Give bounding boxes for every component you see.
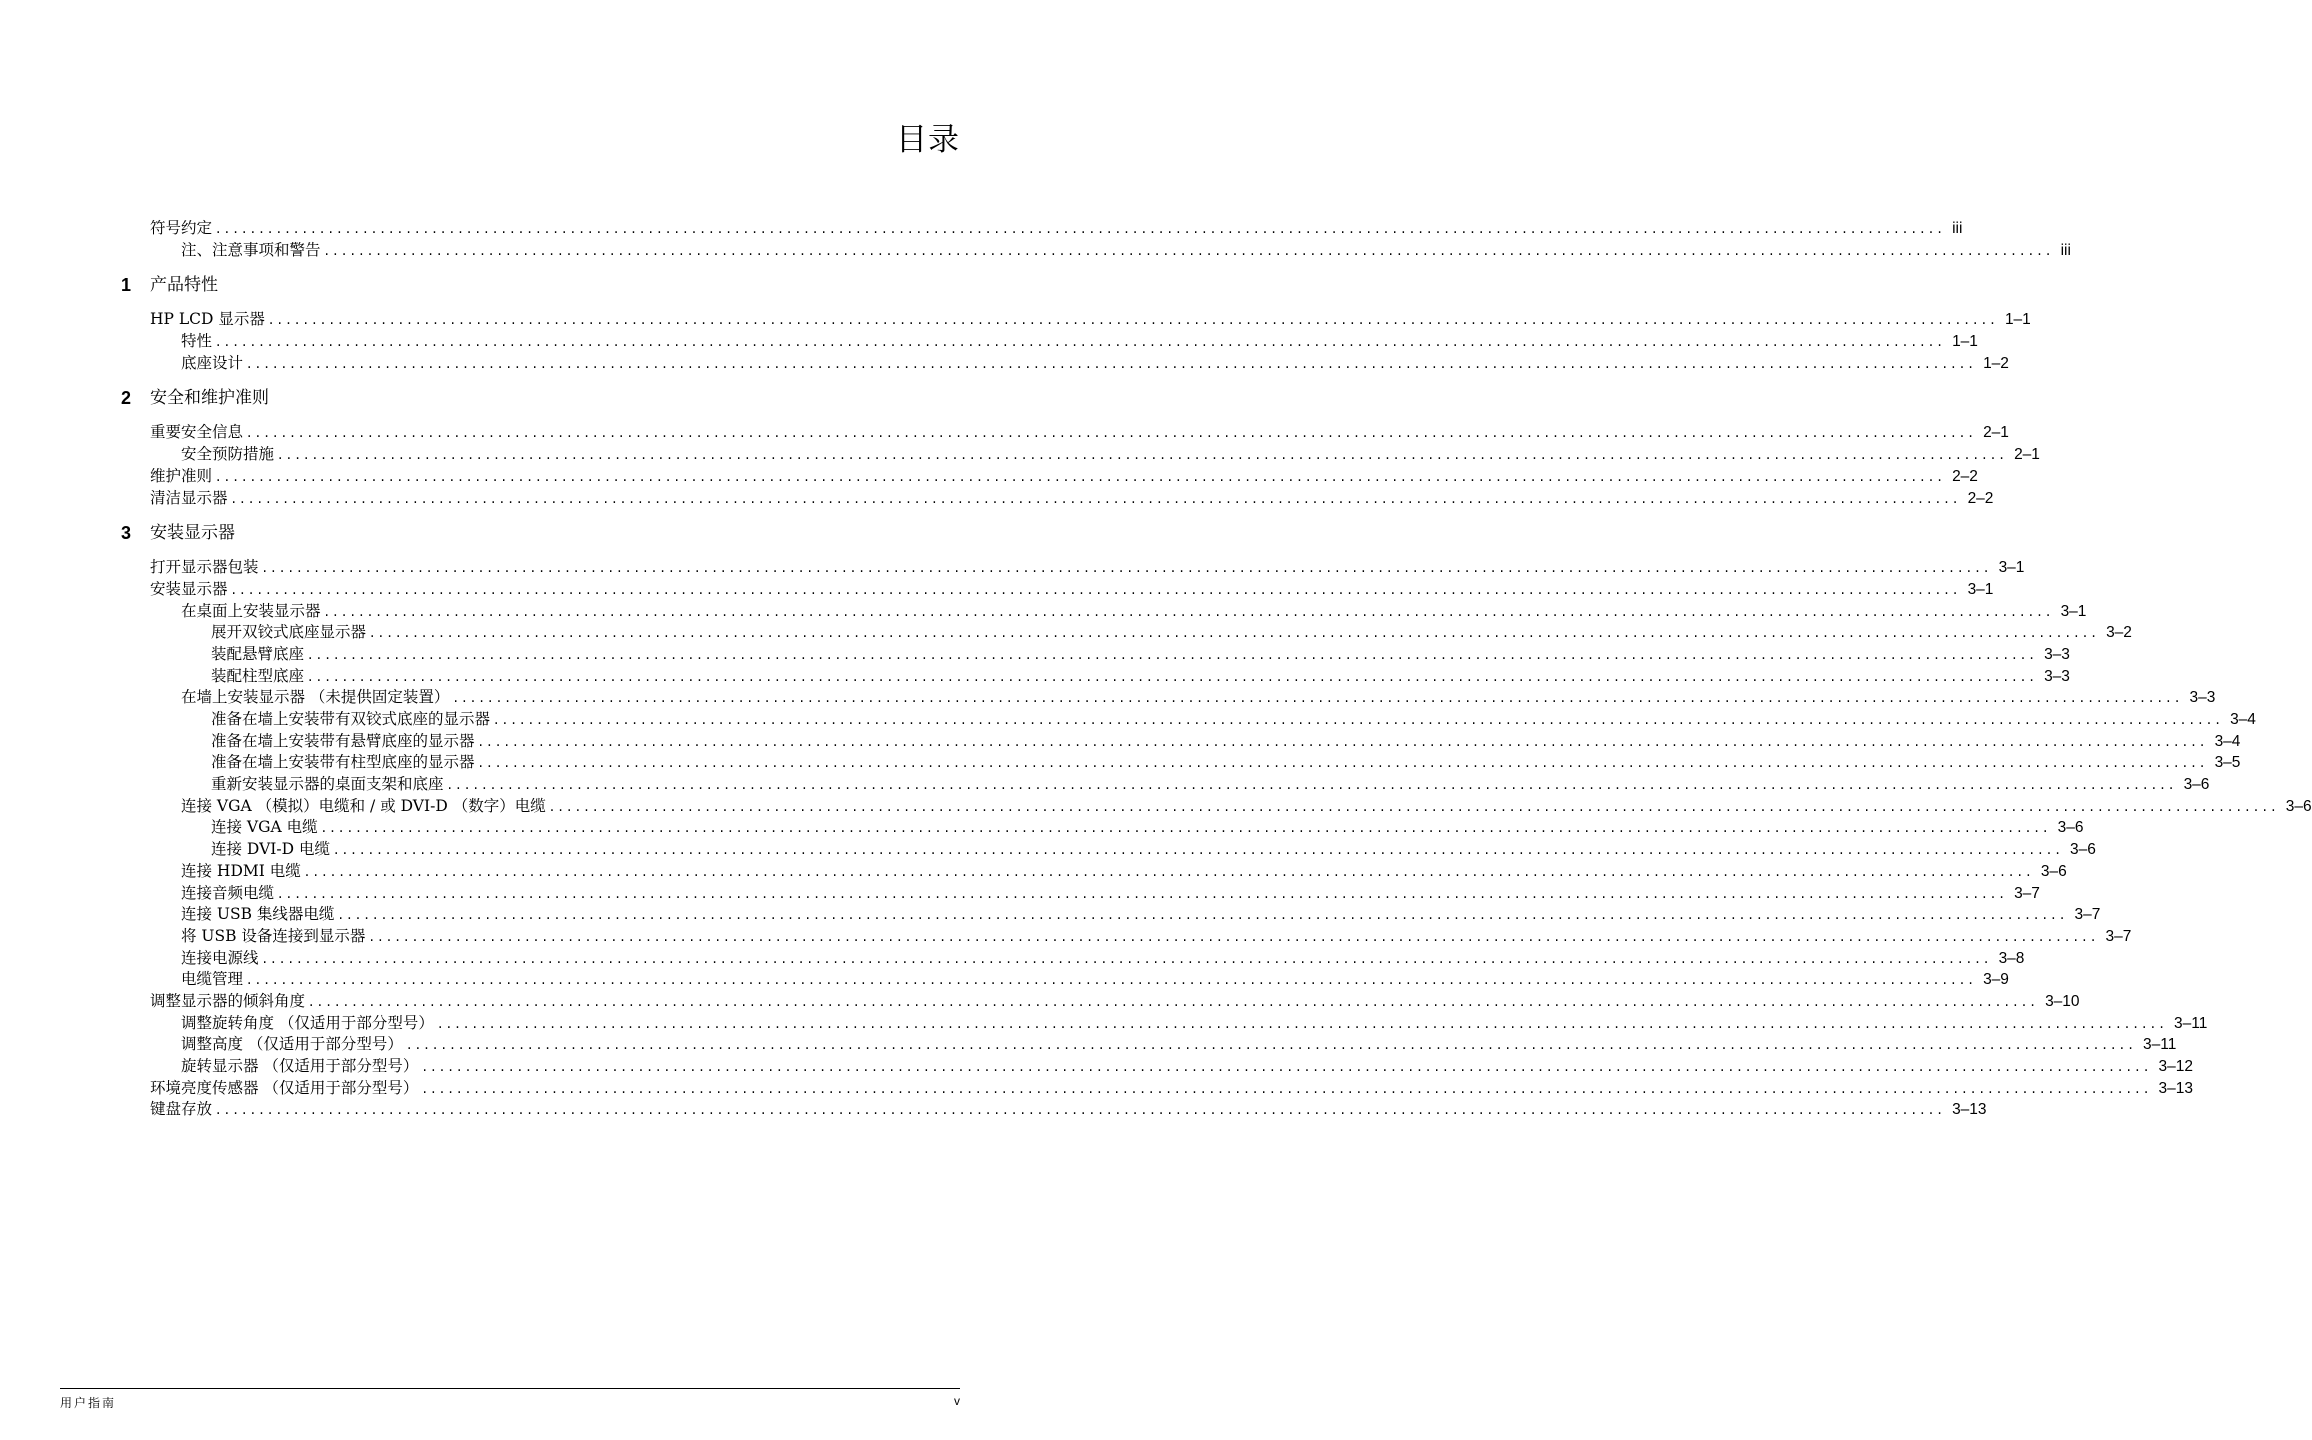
chapter-heading[interactable] <box>121 273 960 297</box>
footer-divider <box>60 1388 960 1389</box>
toc-entry-title: 准备在墙上安装带有柱型底座的显示器 <box>211 753 475 772</box>
chapter-heading[interactable] <box>121 521 960 545</box>
toc-entry[interactable] <box>150 969 2009 991</box>
toc-entry-page: 3–6 <box>2057 819 2084 837</box>
toc-entry-title: 连接音频电缆 <box>181 883 275 902</box>
toc-entry-title: 在桌面上安装显示器 <box>181 601 321 620</box>
toc-entry-page: 3–13 <box>1952 1101 1987 1119</box>
toc-entry-page: 2–1 <box>2014 446 2040 464</box>
toc-entry[interactable] <box>150 666 2070 688</box>
toc-entry-title: 连接电源线 <box>181 948 259 967</box>
page-title: 目录 <box>896 122 960 158</box>
toc-entry-title: 准备在墙上安装带有悬臂底座的显示器 <box>211 731 475 750</box>
chapter-title: 安装显示器 <box>150 523 235 544</box>
toc-entry-page: 3–3 <box>2044 667 2070 685</box>
dot-leader: ........................................................................................................................................................................................................ <box>324 603 2055 620</box>
toc-entry[interactable] <box>150 687 2216 709</box>
toc-entry-title: 调整高度 （仅适用于部分型号） <box>181 1035 403 1054</box>
toc-entry[interactable] <box>150 622 2132 644</box>
toc-entry-title: 特性 <box>181 332 213 351</box>
toc-entry-page: 3–6 <box>2040 862 2067 880</box>
toc-entry[interactable] <box>150 309 2031 331</box>
toc-entry[interactable] <box>150 1056 2193 1078</box>
toc-entry[interactable] <box>150 240 2071 262</box>
toc-entry-page: 3–1 <box>2060 602 2087 620</box>
toc-entry-title: 打开显示器包装 <box>150 558 259 577</box>
toc-entry[interactable] <box>150 331 1978 353</box>
dot-leader: ........................................................................................................................................................................................................ <box>549 798 2280 815</box>
toc-entry-title: 旋转显示器 （仅适用于部分型号） <box>181 1057 419 1075</box>
toc-entry-title: 连接 DVI-D 电缆 <box>211 840 330 859</box>
table-of-contents <box>121 218 2312 1121</box>
toc-entry-page: 2–2 <box>1967 489 1994 507</box>
toc-entry-title: 装配柱型底座 <box>211 666 305 685</box>
toc-entry-page: 3–6 <box>2070 841 2096 859</box>
toc-entry-page: 3–4 <box>2230 711 2256 728</box>
toc-entry-page: 3–10 <box>2045 992 2080 1010</box>
dot-leader: ........................................................................................................................................................................................................ <box>304 863 2035 880</box>
toc-entry-title: 连接 VGA （模拟）电缆和 / 或 DVI-D （数字）电缆 <box>181 796 546 815</box>
toc-entry-page: 1–2 <box>1983 354 2009 372</box>
toc-entry[interactable] <box>150 883 2040 905</box>
toc-entry-title: 安装显示器 <box>150 579 228 598</box>
toc-entry-title: 连接 HDMI 电缆 <box>181 861 301 880</box>
dot-leader: ........................................................................................................................................................................................................ <box>231 581 1962 598</box>
toc-entry-page: 2–1 <box>1983 424 2009 442</box>
dot-leader: ........................................................................................................................................................................................................ <box>422 1059 2153 1075</box>
footer-document-title: 用户指南 <box>60 1396 117 1410</box>
toc-entry-page: 3–6 <box>2183 776 2210 794</box>
toc-entry-title: 重新安装显示器的桌面支架和底座 <box>211 775 444 794</box>
dot-leader: ........................................................................................................................................................................................................ <box>216 1102 1947 1119</box>
toc-entry-title: 准备在墙上安装带有双铰式底座的显示器 <box>211 710 491 728</box>
toc-entry-page: 3–9 <box>1983 971 2009 989</box>
toc-entry-page: 3–8 <box>1998 949 2025 967</box>
toc-entry[interactable] <box>150 752 2241 774</box>
toc-entry[interactable] <box>150 644 2070 666</box>
toc-entry-title: 安全预防措施 <box>181 445 275 464</box>
toc-entry[interactable] <box>150 948 2025 970</box>
toc-entry-title: 连接 VGA 电缆 <box>211 818 318 837</box>
chapter-title: 产品特性 <box>150 275 218 296</box>
toc-entry[interactable] <box>150 466 1978 488</box>
toc-entry-page: iii <box>2060 241 2071 259</box>
toc-entry[interactable] <box>150 774 2210 796</box>
chapter-number: 2 <box>121 388 132 409</box>
dot-leader: ........................................................................................................................................................................................................ <box>216 221 1947 237</box>
toc-entry-page: 3–7 <box>2014 884 2040 902</box>
chapter-heading[interactable] <box>121 386 960 410</box>
toc-entry-page: 3–5 <box>2214 754 2241 772</box>
dot-leader: ........................................................................................................................................................................................................ <box>247 355 1978 372</box>
toc-entry-title: 装配悬臂底座 <box>211 644 305 663</box>
chapter-number: 3 <box>121 523 132 544</box>
toc-entry[interactable] <box>150 1078 2193 1100</box>
dot-leader: ........................................................................................................................................................................................................ <box>406 1037 2137 1054</box>
toc-entry-page: 1–1 <box>1952 333 1978 351</box>
dot-leader: ........................................................................................................................................................................................................ <box>338 907 2069 924</box>
toc-entry[interactable] <box>150 579 1994 601</box>
dot-leader: ........................................................................................................................................................................................................ <box>247 972 1978 989</box>
toc-entry[interactable] <box>150 488 1994 510</box>
toc-entry-page: 3–7 <box>2105 927 2132 945</box>
toc-entry[interactable] <box>150 817 2084 839</box>
toc-entry-title: 展开双铰式底座显示器 <box>211 623 367 642</box>
toc-entry[interactable] <box>150 731 2241 753</box>
dot-leader: ........................................................................................................................................................................................................ <box>437 1015 2168 1032</box>
toc-entry[interactable] <box>150 991 2080 1013</box>
toc-entry-title: 维护准则 <box>150 466 213 485</box>
toc-entry-title: 重要安全信息 <box>150 423 244 442</box>
footer-page-number: v <box>954 1394 960 1408</box>
dot-leader: ........................................................................................................................................................................................................ <box>262 950 1993 967</box>
toc-entry[interactable] <box>150 353 2009 375</box>
dot-leader: ........................................................................................................................................................................................................ <box>216 334 1947 351</box>
toc-entry-title: 注、注意事项和警告 <box>181 240 321 259</box>
dot-leader: ........................................................................................................................................................................................................ <box>494 712 2225 728</box>
toc-entry-page: 3–4 <box>2214 732 2241 750</box>
toc-entry-title: 将 USB 设备连接到显示器 <box>181 926 366 945</box>
toc-entry-page: iii <box>1952 220 1963 237</box>
toc-entry-title: 调整旋转角度 （仅适用于部分型号） <box>181 1013 434 1032</box>
dot-leader: ........................................................................................................................................................................................................ <box>334 842 2065 859</box>
toc-entry-page: 3–1 <box>1998 559 2025 577</box>
toc-entry-page: 3–7 <box>2074 906 2101 924</box>
chapter-title: 安全和维护准则 <box>150 388 269 409</box>
toc-entry-title: 键盘存放 <box>150 1100 213 1119</box>
dot-leader: ........................................................................................................................................................................................................ <box>370 625 2101 642</box>
dot-leader: ........................................................................................................................................................................................................ <box>308 646 2039 663</box>
dot-leader: ........................................................................................................................................................................................................ <box>324 242 2055 259</box>
toc-entry-title: 在墙上安装显示器 （未提供固定装置） <box>181 688 450 707</box>
toc-entry[interactable] <box>150 557 2025 579</box>
toc-entry[interactable] <box>150 444 2040 466</box>
dot-leader: ........................................................................................................................................................................................................ <box>278 447 2009 464</box>
toc-entry[interactable] <box>150 904 2101 926</box>
toc-entry[interactable] <box>150 796 2312 818</box>
dot-leader: ........................................................................................................................................................................................................ <box>422 1080 2153 1097</box>
dot-leader: ........................................................................................................................................................................................................ <box>478 733 2209 750</box>
toc-entry-page: 3–3 <box>2189 689 2216 707</box>
dot-leader: ........................................................................................................................................................................................................ <box>278 885 2009 902</box>
dot-leader: ........................................................................................................................................................................................................ <box>231 490 1962 507</box>
toc-entry-page: 3–2 <box>2106 624 2132 642</box>
toc-entry[interactable] <box>150 926 2132 948</box>
dot-leader: ........................................................................................................................................................................................................ <box>247 425 1978 442</box>
toc-entry[interactable] <box>150 1099 1987 1121</box>
dot-leader: ........................................................................................................................................................................................................ <box>262 560 1993 577</box>
toc-entry[interactable] <box>150 218 1963 240</box>
dot-leader: ........................................................................................................................................................................................................ <box>369 928 2100 945</box>
toc-entry-page: 3–11 <box>2173 1014 2208 1032</box>
toc-entry-page: 2–2 <box>1952 467 1978 485</box>
toc-entry-page: 3–3 <box>2044 645 2070 663</box>
dot-leader: ........................................................................................................................................................................................................ <box>309 993 2040 1010</box>
dot-leader: ........................................................................................................................................................................................................ <box>453 690 2184 707</box>
toc-entry-page: 3–13 <box>2158 1079 2193 1097</box>
toc-entry[interactable] <box>150 861 2067 883</box>
dot-leader: ........................................................................................................................................................................................................ <box>447 777 2178 794</box>
toc-entry[interactable] <box>150 601 2087 623</box>
toc-entry-title: 电缆管理 <box>181 970 244 989</box>
toc-entry-title: 调整显示器的倾斜角度 <box>150 991 306 1010</box>
chapter-number: 1 <box>121 275 132 296</box>
dot-leader: ........................................................................................................................................................................................................ <box>268 312 1999 329</box>
toc-entry-page: 1–1 <box>2004 311 2031 329</box>
toc-entry-title: 环境亮度传感器 （仅适用于部分型号） <box>150 1078 419 1097</box>
toc-entry-title: 底座设计 <box>181 353 244 372</box>
toc-entry-page: 3–11 <box>2142 1036 2177 1054</box>
dot-leader: ........................................................................................................................................................................................................ <box>216 468 1947 485</box>
dot-leader: ........................................................................................................................................................................................................ <box>478 755 2209 772</box>
toc-entry-page: 3–6 <box>2285 797 2312 815</box>
toc-entry-title: HP LCD 显示器 <box>150 310 265 329</box>
toc-entry[interactable] <box>150 422 2009 444</box>
toc-entry[interactable] <box>150 1013 2208 1035</box>
toc-entry[interactable] <box>150 1034 2177 1056</box>
dot-leader: ........................................................................................................................................................................................................ <box>321 820 2052 837</box>
toc-entry-title: 清洁显示器 <box>150 488 228 507</box>
toc-entry-page: 3–12 <box>2158 1058 2193 1075</box>
toc-entry-title: 连接 USB 集线器电缆 <box>181 905 335 924</box>
toc-entry[interactable] <box>150 839 2096 861</box>
toc-entry-page: 3–1 <box>1967 580 1994 598</box>
toc-entry-title: 符号约定 <box>150 219 213 237</box>
dot-leader: ........................................................................................................................................................................................................ <box>308 668 2039 685</box>
toc-entry[interactable] <box>150 709 2256 731</box>
